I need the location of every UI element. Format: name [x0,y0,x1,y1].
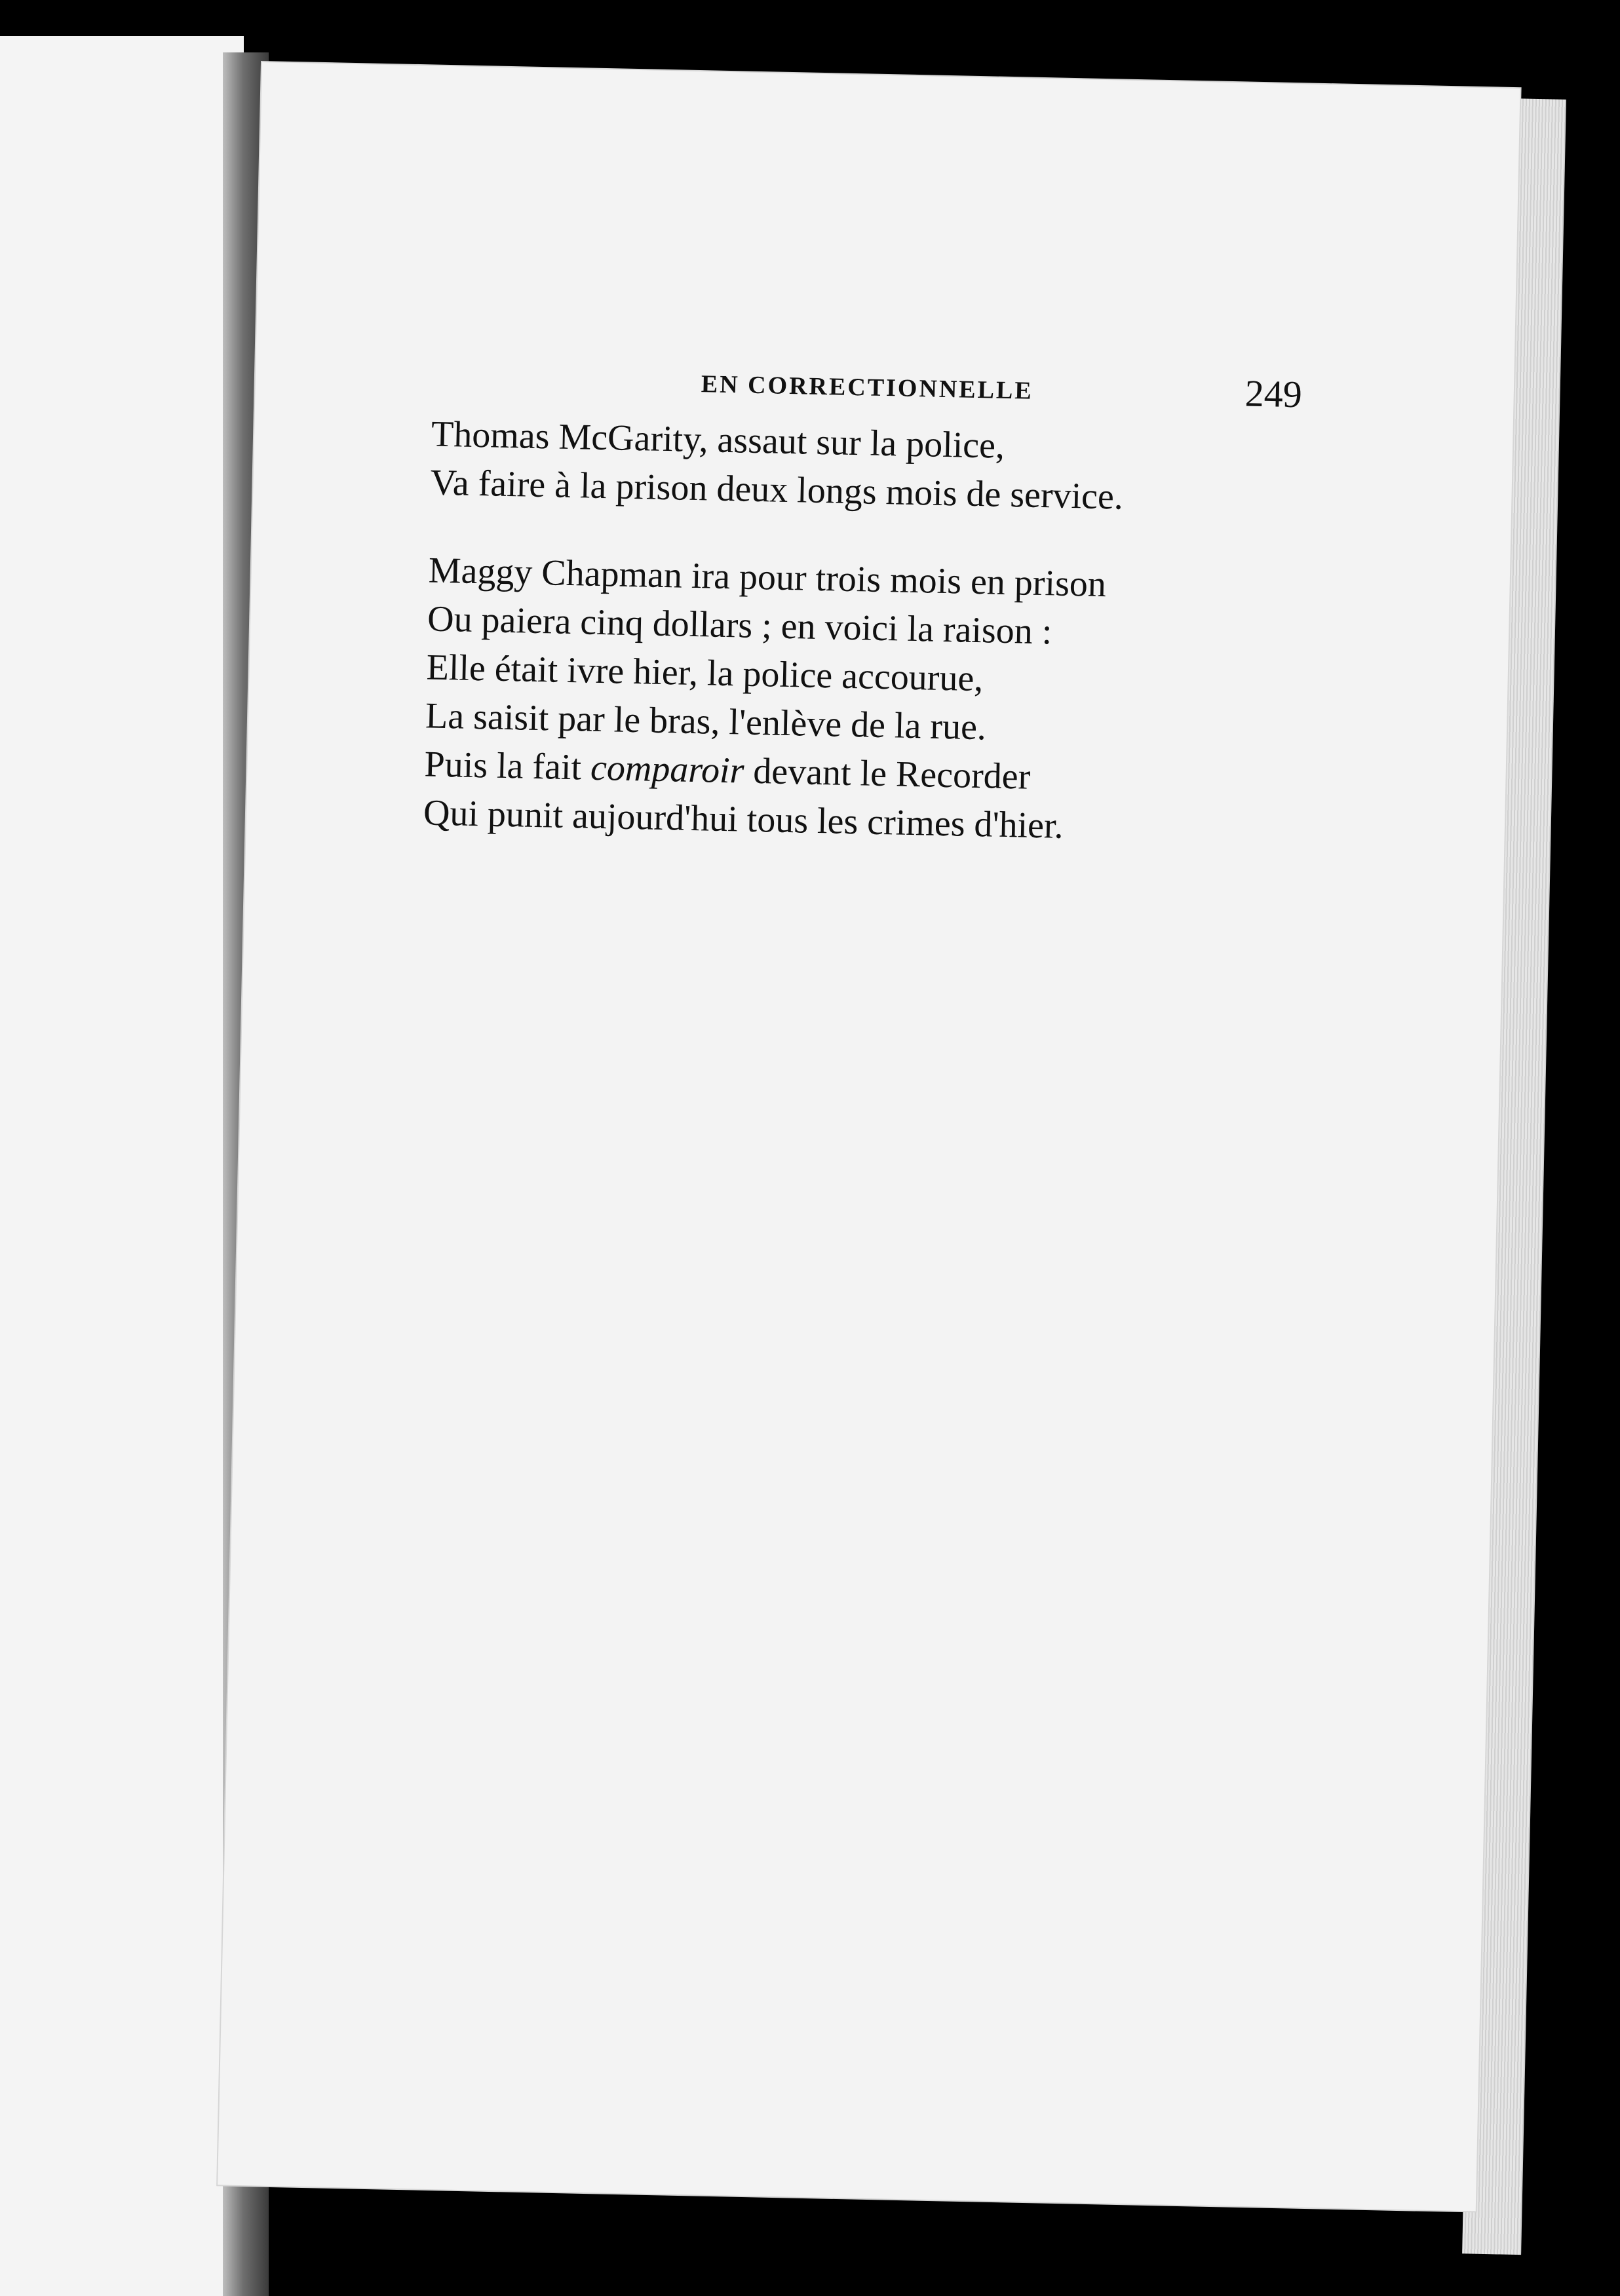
page-number: 249 [1244,372,1303,416]
book-page [218,62,1520,2211]
verse-line: Qui punit aujourd'hui tous les crimes d'hier. [423,792,1064,847]
stanza-1 [430,410,1415,527]
verse-line: Maggy Chapman ira pour trois mois en prison [428,550,1107,605]
facing-page [0,36,244,2296]
poem [422,410,1415,897]
verse-line: La saisit par le bras, l'enlève de la rue. [425,695,987,748]
verse-line: Elle était ivre hier, la police accourue, [426,647,984,700]
italic-word: comparoir [590,747,745,792]
verse-line: Va faire à la prison deux longs mois de service. [429,462,1124,518]
running-head: EN CORRECTIONNELLE [701,370,1034,405]
verse-line: Ou paiera cinq dollars ; en voici la raison : [427,598,1052,653]
stanza-2 [423,546,1412,857]
verse-fragment: Puis la fait [423,744,591,788]
verse-line: Thomas McGarity, assaut sur la police, [431,413,1005,467]
verse-fragment: devant le Recorder [743,750,1031,797]
